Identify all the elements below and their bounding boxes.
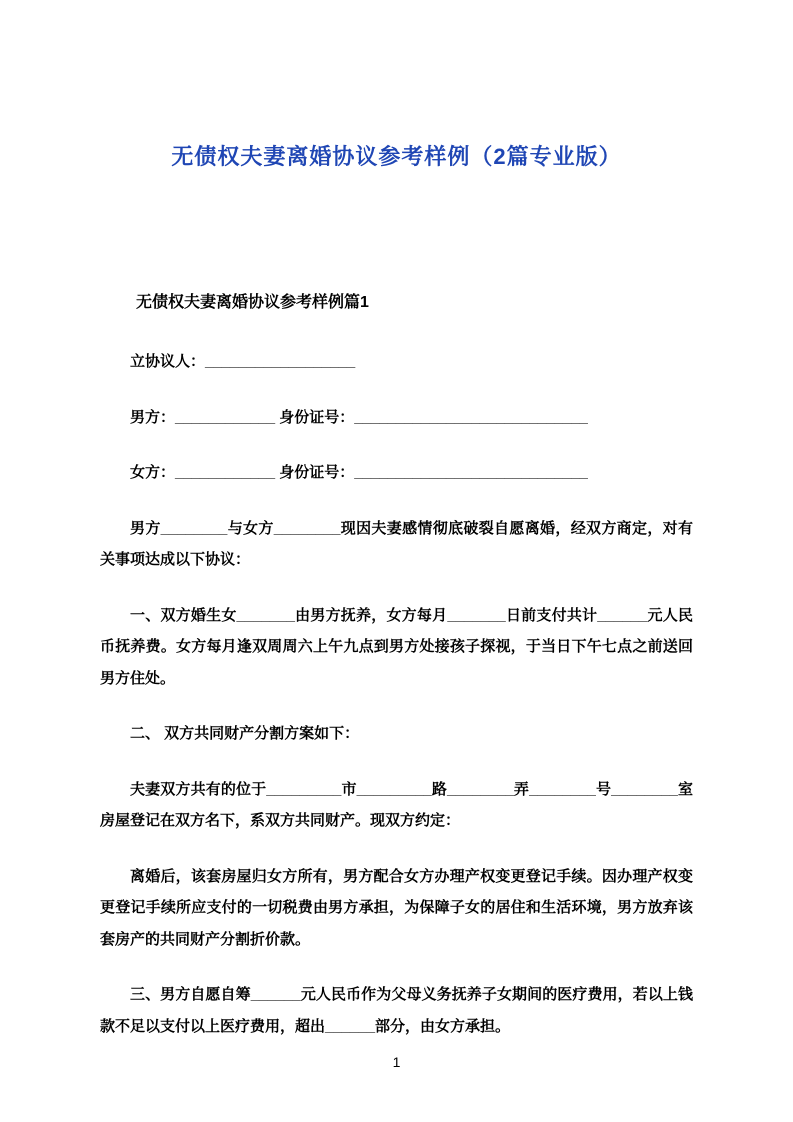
paragraph-clause-1-custody: 一、双方婚生女_______由男方抚养，女方每月_______日前支付共计______元人民币抚养费。女方每月逢双周周六上午九点到男方处接孩子探视，于当日下午七点之前送回男方住处。 [100, 606, 693, 687]
section-heading: 无债权夫妻离婚协议参考样例篇1 [136, 294, 369, 311]
paragraph-husband-id: 男方：____________ 身份证号：____________________________ [130, 408, 588, 426]
paragraph-agreement-parties: 立协议人：__________________ [130, 353, 356, 370]
document-title: 无债权夫妻离婚协议参考样例（2篇专业版） [171, 144, 622, 169]
paragraph-clause-2-heading: 二、 双方共同财产分割方案如下： [130, 725, 360, 742]
paragraph-preamble: 男方________与女方________现因夫妻感情彻底破裂自愿离婚，经双方商定，对有关事项达成以下协议： [100, 519, 693, 568]
paragraph-wife-id: 女方：____________ 身份证号：____________________________ [130, 464, 588, 481]
page-number: 1 [392, 1054, 401, 1070]
paragraph-clause-3-medical: 三、男方自愿自筹______元人民币作为父母义务抚养子女期间的医疗费用，若以上钱款不足以支付以上医疗费用，超出______部分，由女方承担。 [100, 986, 693, 1035]
paragraph-property-transfer: 离婚后，该套房屋归女方所有，男方配合女方办理产权变更登记手续。因办理产权变更登记手续所应支付的一切税费由男方承担，为保障子女的居住和生活环境，男方放弃该套房产的共同财产分割折价款。 [100, 867, 693, 948]
paragraph-property-address: 夫妻双方共有的位于_________市_________路________弄________号________室房屋登记在双方名下，系双方共同财产。现双方约定： [100, 780, 693, 829]
